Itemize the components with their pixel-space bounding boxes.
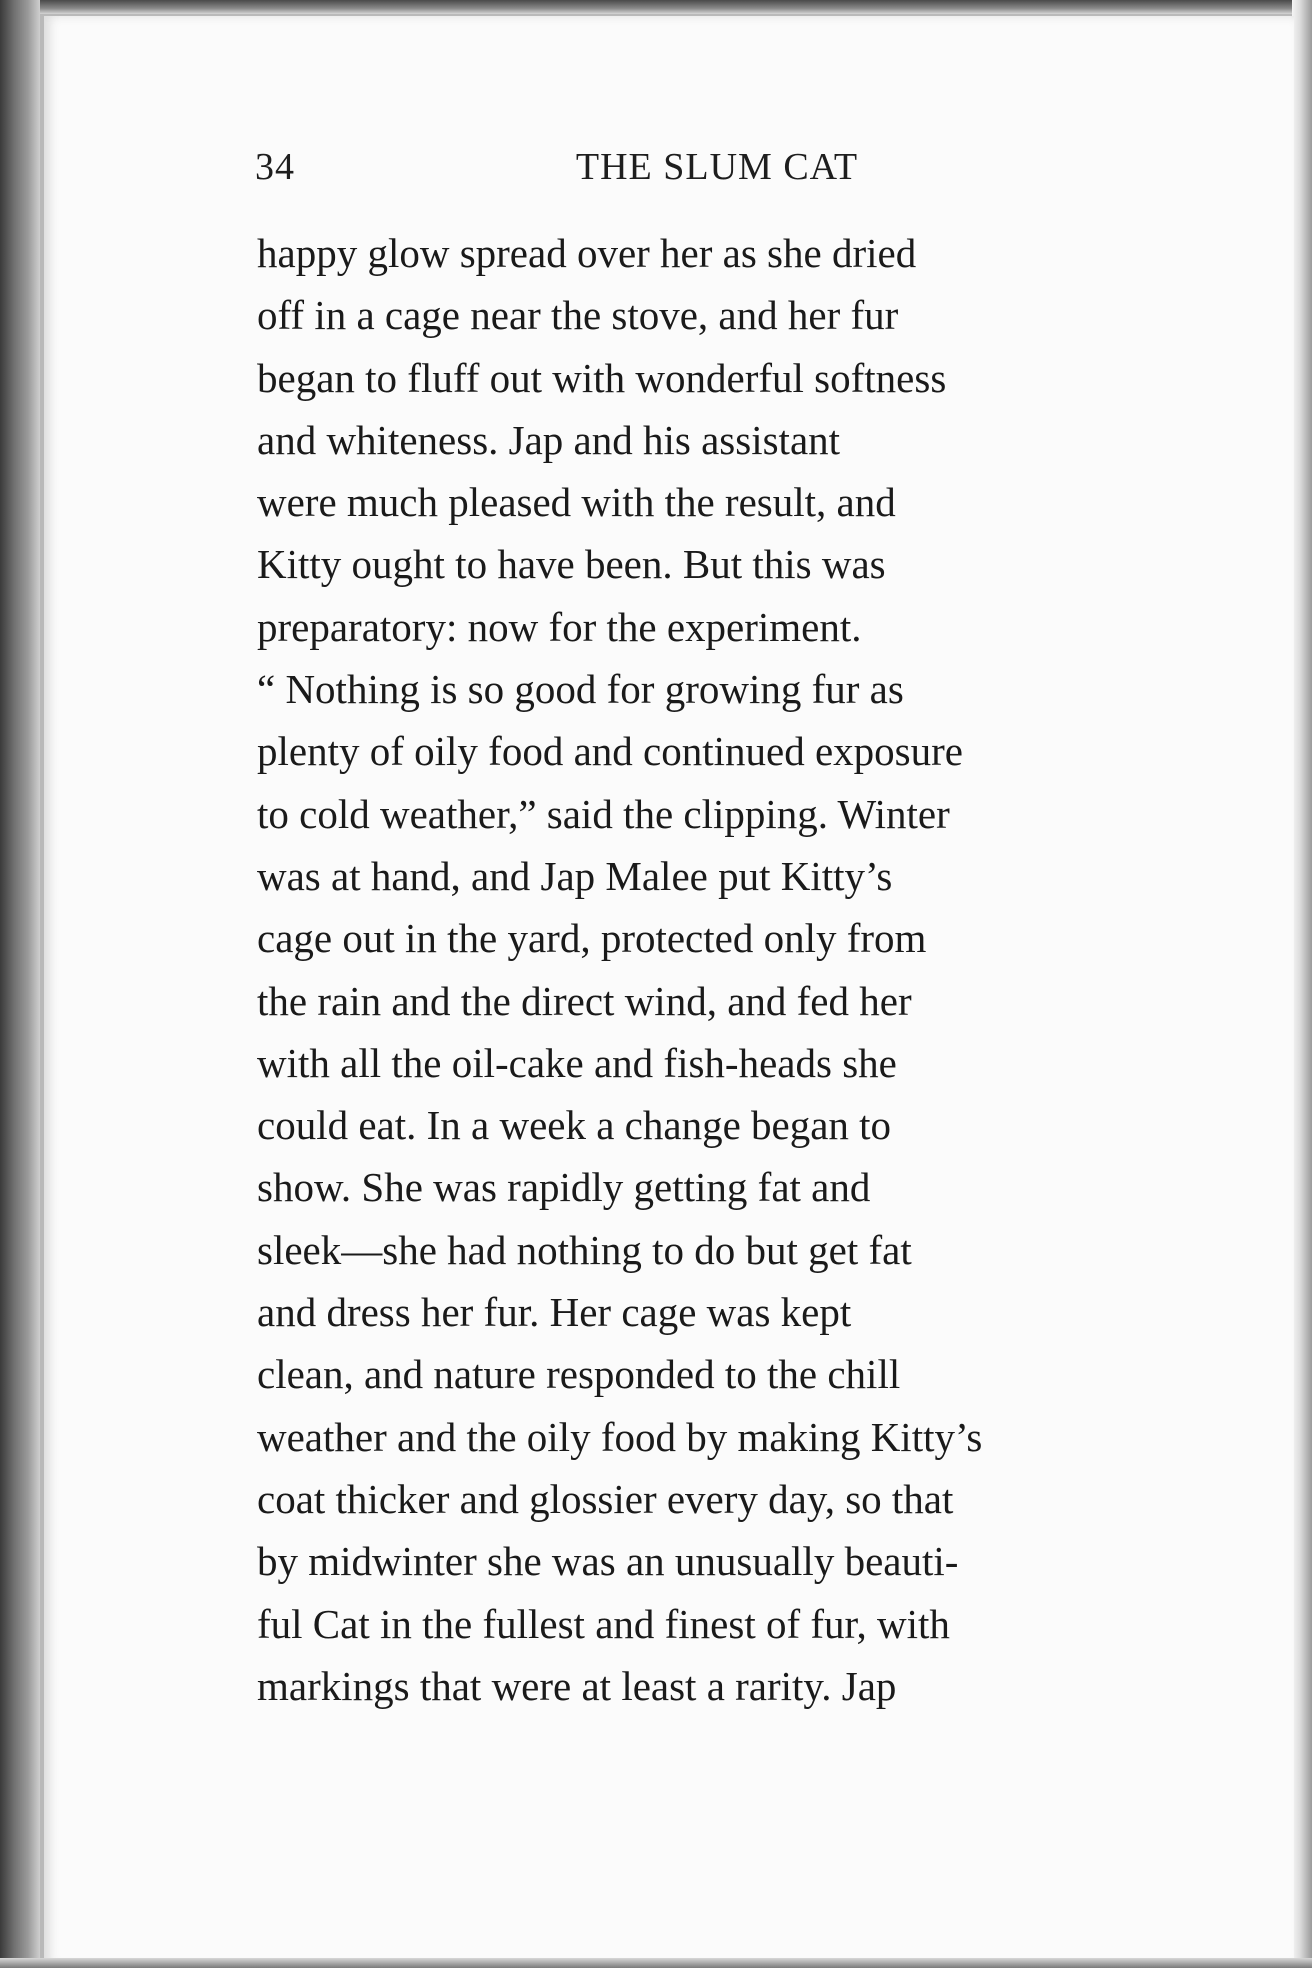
text-line: markings that were at least a rarity. Jap [257, 1662, 897, 1709]
text-line: show. She was rapidly getting fat and [257, 1164, 871, 1211]
text-line: “ Nothing is so good for growing fur as [257, 666, 904, 713]
text-line: were much pleased with the result, and [257, 479, 896, 526]
running-head [255, 145, 1173, 195]
text-line: could eat. In a week a change began to [257, 1102, 892, 1149]
body-text [257, 222, 1175, 1717]
text-line: coat thicker and glossier every day, so that [257, 1475, 954, 1522]
text-line: plenty of oily food and continued exposure [257, 728, 963, 775]
top-page-edge [0, 0, 1312, 14]
text-line: cage out in the yard, protected only from [257, 915, 927, 962]
text-line: to cold weather,” said the clipping. Winter [257, 790, 950, 837]
page-number: 34 [255, 146, 295, 188]
text-line: and dress her fur. Her cage was kept [257, 1289, 852, 1336]
text-line: ful Cat in the fullest and finest of fur, with [257, 1600, 950, 1647]
text-line: off in a cage near the stove, and her fur [257, 292, 899, 339]
running-title: THE SLUM CAT [575, 146, 859, 188]
text-line: the rain and the direct wind, and fed her [257, 977, 912, 1024]
text-line: and whiteness. Jap and his assistant [257, 416, 841, 463]
right-page-edge [1292, 0, 1312, 1968]
text-line: was at hand, and Jap Malee put Kitty’s [257, 852, 893, 899]
text-line: preparatory: now for the experiment. [257, 603, 862, 650]
text-line: began to fluff out with wonderful softness [257, 354, 947, 401]
text-line: with all the oil-cake and fish-heads she [257, 1039, 897, 1086]
text-line: by midwinter she was an unusually beauti- [257, 1538, 959, 1585]
bottom-page-edge [0, 1958, 1312, 1968]
book-binding [0, 0, 40, 1968]
text-line: happy glow spread over her as she dried [257, 230, 917, 276]
text-line: clean, and nature responded to the chill [257, 1351, 901, 1398]
text-line: Kitty ought to have been. But this was [257, 541, 886, 588]
text-line: sleek—she had nothing to do but get fat [257, 1226, 912, 1273]
text-line: weather and the oily food by making Kitty’s [257, 1413, 983, 1460]
